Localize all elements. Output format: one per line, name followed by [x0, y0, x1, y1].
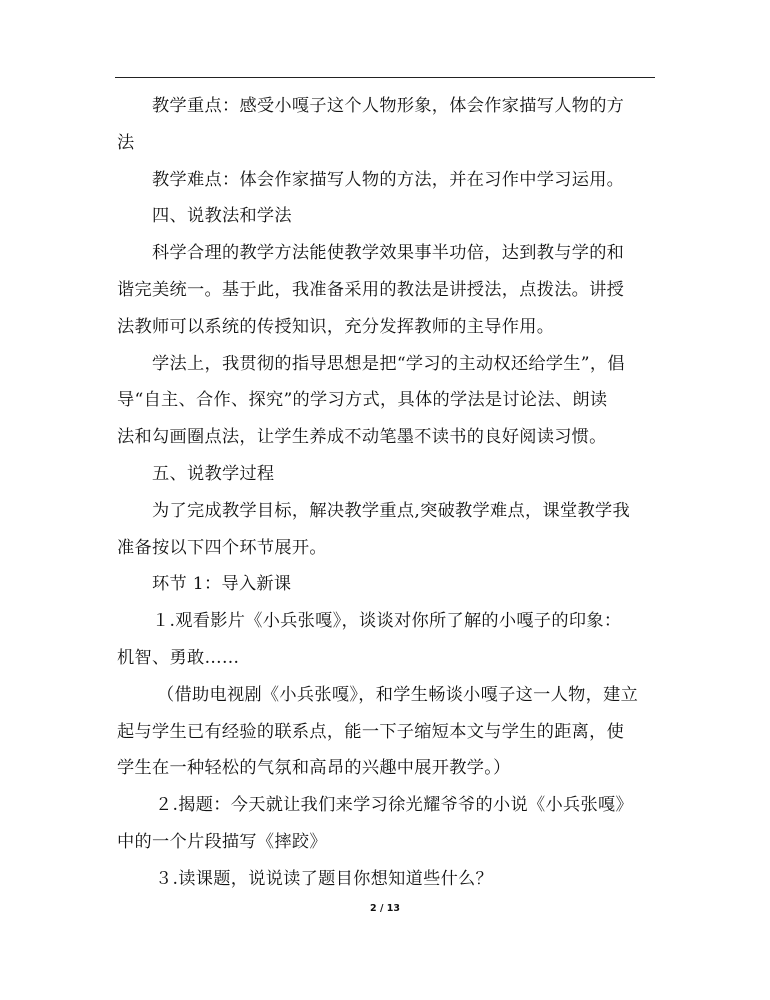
paragraph-line: 教学难点：体会作家描写人物的方法，并在习作中学习运用。 — [152, 169, 625, 190]
paragraph-line: 导“自主、合作、探究”的学习方式，具体的学法是讨论法、朗读 — [117, 390, 608, 411]
section-heading: 四、说教法和学法 — [152, 206, 292, 227]
header-divider — [115, 77, 655, 78]
paragraph-line: 科学合理的教学方法能使教学效果事半功倍，达到教与学的和 — [152, 243, 625, 264]
section-heading: 五、说教学过程 — [152, 463, 275, 484]
paragraph-line: （借助电视剧《小兵张嘎》，和学生畅谈小嘎子这一人物，建立 — [157, 684, 639, 705]
paragraph-line: 中的一个片段描写《摔跤》 — [117, 831, 327, 852]
paragraph-line: 法教师可以系统的传授知识，充分发挥教师的主导作用。 — [117, 316, 555, 337]
paragraph-line: 学生在一种轻松的气氛和高昂的兴趣中展开教学。） — [117, 758, 511, 779]
subsection-heading: 环节 1：导入新课 — [152, 574, 292, 595]
paragraph-line: 机智、勇敢…… — [117, 647, 240, 668]
paragraph-line: 起与学生已有经验的联系点，能一下子缩短本文与学生的距离，使 — [117, 721, 625, 742]
paragraph-line: 准备按以下四个环节展开。 — [117, 537, 327, 558]
paragraph-line: 法和勾画圈点法，让学生养成不动笔墨不读书的良好阅读习惯。 — [117, 427, 607, 448]
paragraph-line: 为了完成教学目标，解决教学重点,突破教学难点，课堂教学我 — [152, 500, 630, 521]
list-item: ３.读课题，说说读了题目你想知道些什么？ — [155, 868, 494, 889]
list-item: １.观看影片《小兵张嘎》，谈谈对你所了解的小嘎子的印象： — [152, 611, 622, 632]
paragraph-line: 学法上，我贯彻的指导思想是把“学习的主动权还给学生”，倡 — [152, 353, 625, 374]
list-item: ２.揭题：今天就让我们来学习徐光耀爷爷的小说《小兵张嘎》 — [155, 795, 633, 816]
document-body — [117, 88, 655, 898]
paragraph-line: 谐完美统一。基于此，我准备采用的教法是讲授法，点拨法。讲授 — [117, 279, 625, 300]
page-number: 2 / 13 — [370, 903, 400, 914]
paragraph-line: 法 — [117, 132, 135, 153]
paragraph-line: 教学重点：感受小嘎子这个人物形象，体会作家描写人物的方 — [152, 96, 625, 116]
